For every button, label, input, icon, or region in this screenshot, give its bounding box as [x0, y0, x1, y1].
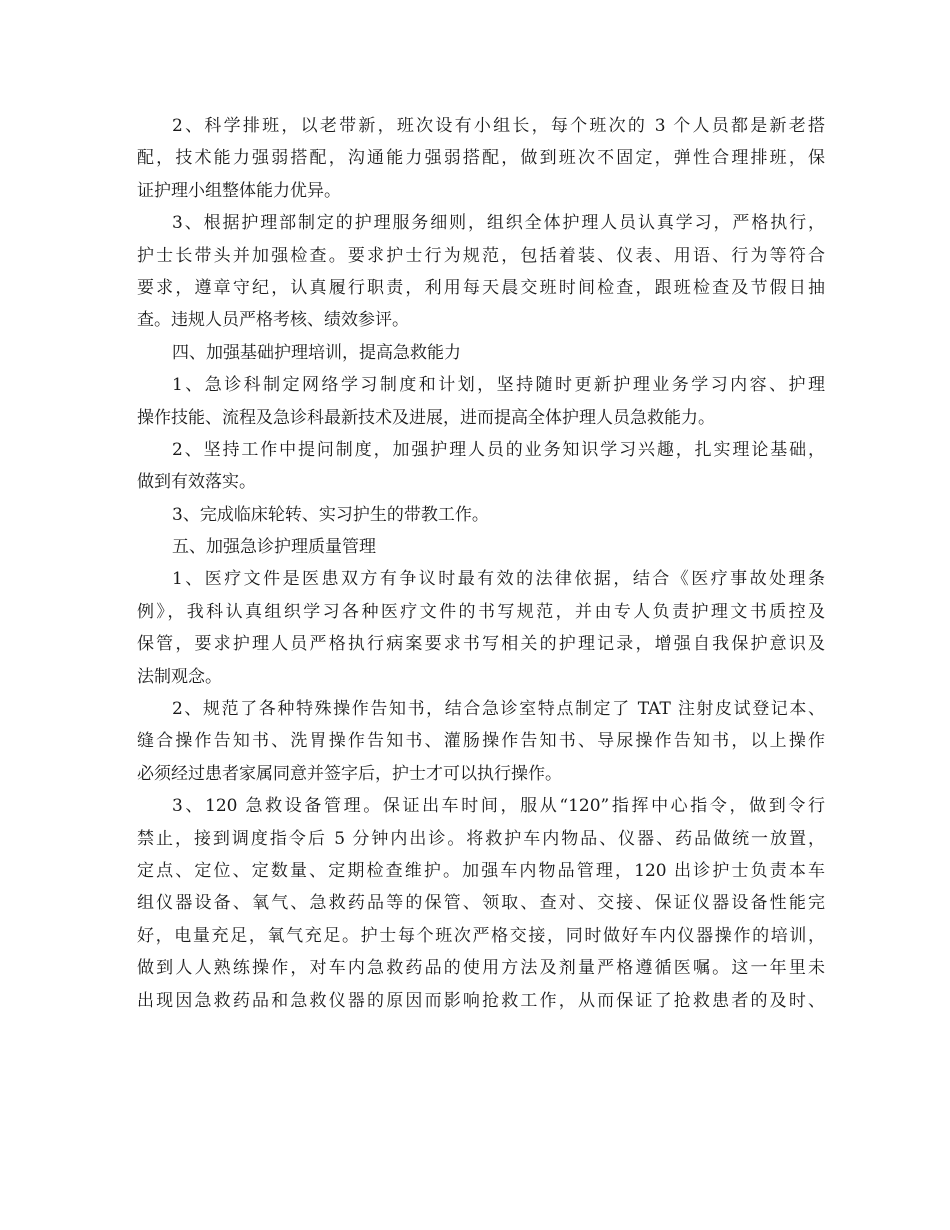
paragraph-line: 操作技能、流程及急诊科最新技术及进展，进而提高全体护理人员急救能力。 — [137, 407, 715, 428]
section-heading: 五、加强急诊护理质量管理 — [172, 537, 376, 558]
paragraph-line: 2、坚持工作中提问制度，加强护理人员的业务知识学习兴趣，扎实理论基础， — [172, 439, 825, 460]
paragraph-line: 做到人人熟练操作，对车内急救药品的使用方法及剂量严格遵循医嘱。这一年里未 — [137, 958, 825, 979]
paragraph-line: 出现因急救药品和急救仪器的原因而影响抢救工作，从而保证了抢救患者的及时、 — [137, 990, 825, 1011]
paragraph-line: 法制观念。 — [137, 666, 222, 687]
paragraph-line: 例》，我科认真组织学习各种医疗文件的书写规范，并由专人负责护理文书质控及 — [137, 601, 825, 622]
paragraph-line: 做到有效落实。 — [137, 472, 256, 493]
paragraph-line: 组仪器设备、氧气、急救药品等的保管、领取、查对、交接、保证仪器设备性能完 — [137, 893, 825, 914]
paragraph-line: 保管，要求护理人员严格执行病案要求书写相关的护理记录，增强自我保护意识及 — [137, 634, 825, 655]
paragraph-line: 1、医疗文件是医患双方有争议时最有效的法律依据，结合《医疗事故处理条 — [172, 569, 825, 590]
paragraph-line: 1、急诊科制定网络学习制度和计划，坚持随时更新护理业务学习内容、护理 — [172, 375, 825, 396]
section-heading: 四、加强基础护理培训，提高急救能力 — [172, 342, 461, 363]
paragraph-line: 禁止，接到调度指令后 5 分钟内出诊。将救护车内物品、仪器、药品做统一放置， — [137, 828, 825, 849]
paragraph-line: 缝合操作告知书、洗胃操作告知书、灌肠操作告知书、导尿操作告知书，以上操作 — [137, 731, 825, 752]
paragraph-line: 证护理小组整体能力优异。 — [137, 180, 341, 201]
paragraph-line: 3、根据护理部制定的护理服务细则，组织全体护理人员认真学习，严格执行， — [172, 213, 825, 234]
document-page — [137, 110, 825, 1017]
paragraph-line: 3、完成临床轮转、实习护生的带教工作。 — [172, 504, 489, 525]
paragraph-line: 2、规范了各种特殊操作告知书，结合急诊室特点制定了 TAT 注射皮试登记本、 — [172, 699, 825, 720]
paragraph-line: 要求，遵章守纪，认真履行职责，利用每天晨交班时间检查，跟班检查及节假日抽 — [137, 277, 825, 298]
paragraph-line: 配，技术能力强弱搭配，沟通能力强弱搭配，做到班次不固定，弹性合理排班，保 — [137, 148, 825, 169]
paragraph-line: 3、120 急救设备管理。保证出车时间，服从“120”指挥中心指令，做到令行 — [172, 796, 825, 817]
paragraph-line: 必须经过患者家属同意并签字后，护士才可以执行操作。 — [137, 763, 562, 784]
paragraph-line: 定点、定位、定数量、定期检查维护。加强车内物品管理，120 出诊护士负责本车 — [137, 860, 825, 881]
paragraph-line: 护士长带头并加强检查。要求护士行为规范，包括着装、仪表、用语、行为等符合 — [137, 245, 825, 266]
paragraph-line: 查。违规人员严格考核、绩效参评。 — [137, 310, 409, 331]
paragraph-line: 2、科学排班，以老带新，班次设有小组长，每个班次的 3 个人员都是新老搭 — [172, 116, 825, 136]
paragraph-line: 好，电量充足，氧气充足。护士每个班次严格交接，同时做好车内仪器操作的培训， — [137, 925, 825, 946]
